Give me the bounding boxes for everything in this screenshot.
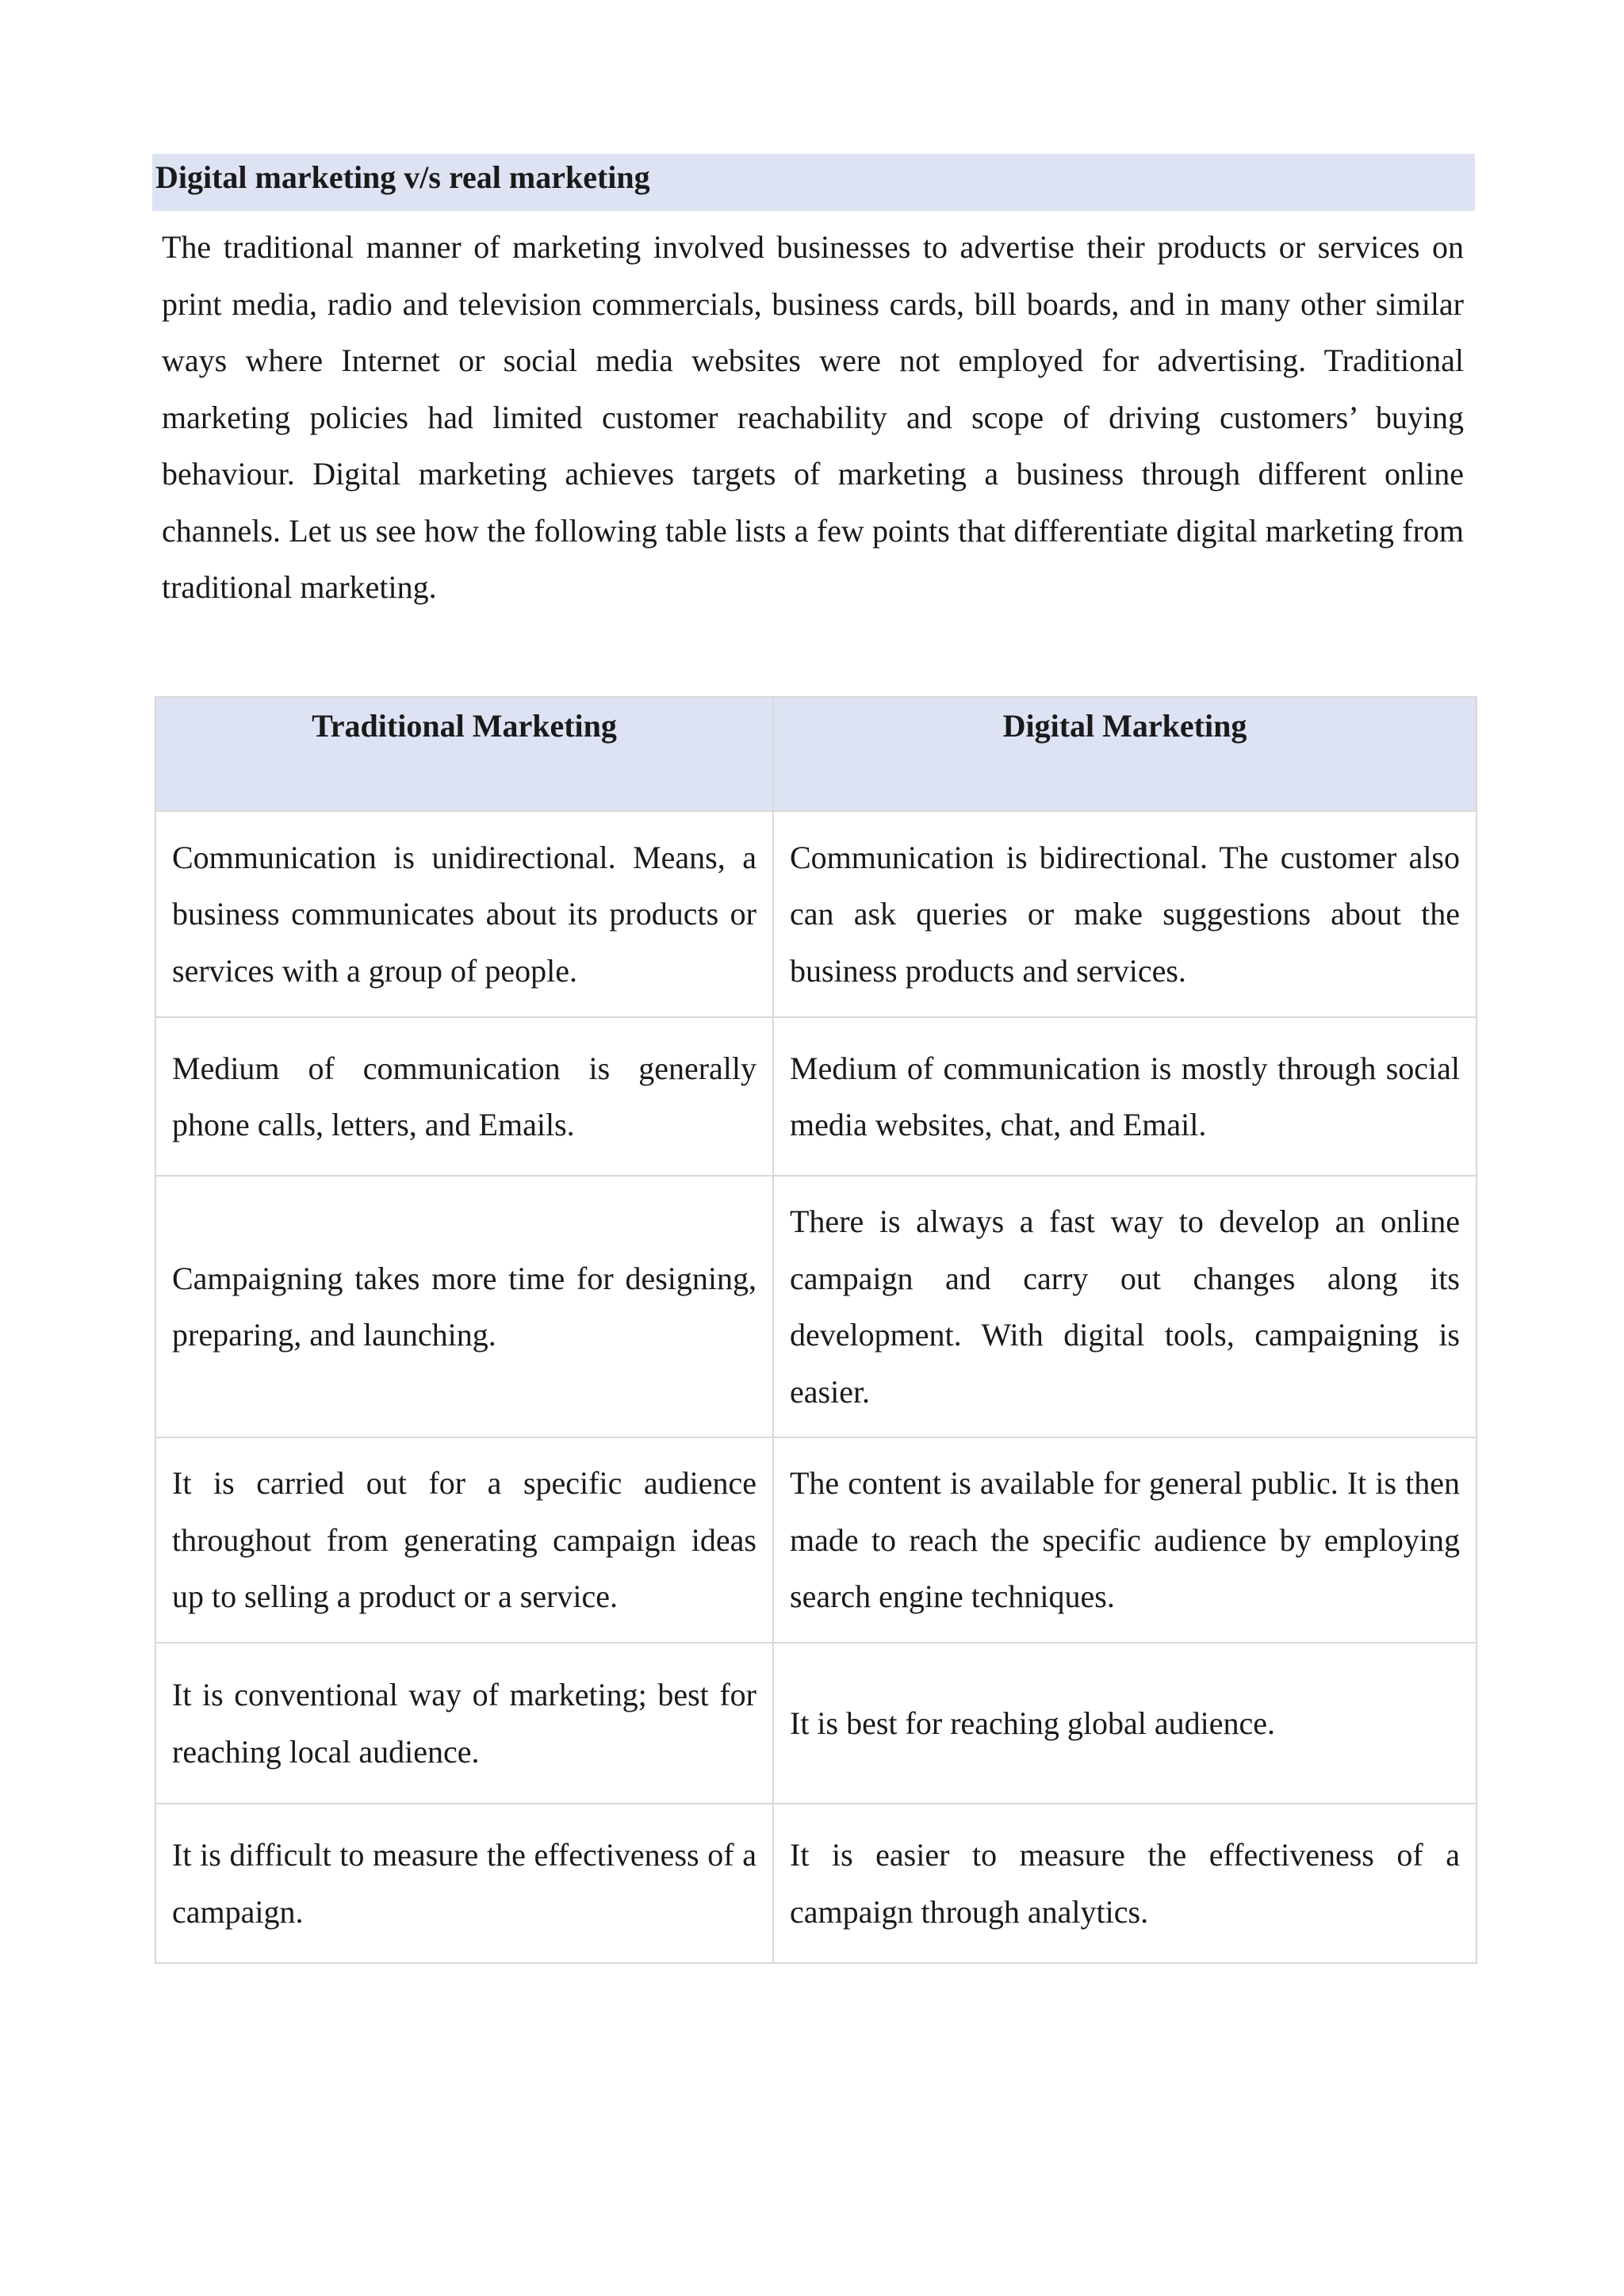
cell-traditional: Communication is unidirectional. Means, a business communicates about its products or services with a group of people. — [155, 811, 773, 1017]
cell-digital: There is always a fast way to develop an online campaign and carry out changes along its development. With digital tools, campaigning is easier. — [773, 1176, 1477, 1437]
section-heading-bar — [152, 154, 1475, 211]
table-row — [155, 1804, 1477, 1963]
table-row — [155, 1017, 1477, 1176]
header-digital-marketing: Digital Marketing — [773, 697, 1477, 811]
table-header-row — [155, 697, 1477, 811]
header-traditional-marketing: Traditional Marketing — [155, 697, 773, 811]
section-heading: Digital marketing v/s real marketing — [155, 159, 650, 195]
table-row — [155, 1643, 1477, 1804]
comparison-table — [155, 696, 1477, 1964]
table-row — [155, 1437, 1477, 1643]
cell-traditional: Campaigning takes more time for designing, preparing, and launching. — [155, 1176, 773, 1437]
cell-traditional: It is difficult to measure the effectiveness of a campaign. — [155, 1804, 773, 1963]
table-row — [155, 811, 1477, 1017]
cell-digital: Communication is bidirectional. The customer also can ask queries or make suggestions about the business products and services. — [773, 811, 1477, 1017]
table-row — [155, 1176, 1477, 1437]
cell-digital: The content is available for general public. It is then made to reach the specific audience by employing search engine techniques. — [773, 1437, 1477, 1643]
intro-paragraph: The traditional manner of marketing involved businesses to advertise their products or services on print media, radio and television commercials, business cards, bill boards, and in many other similar ways where Internet or social media websites were not employed for advertising. Traditional marketing policies had limited customer reachability and scope of driving customers’ buying behaviour. Digital marketing achieves targets of marketing a business through different online channels. Let us see how the following table lists a few points that differentiate digital marketing from traditional marketing. — [162, 229, 1464, 605]
cell-digital: It is best for reaching global audience. — [773, 1643, 1477, 1804]
cell-traditional: It is conventional way of marketing; best for reaching local audience. — [155, 1643, 773, 1804]
cell-digital: Medium of communication is mostly through social media websites, chat, and Email. — [773, 1017, 1477, 1176]
cell-traditional: It is carried out for a specific audience throughout from generating campaign ideas up to selling a product or a service. — [155, 1437, 773, 1643]
cell-digital: It is easier to measure the effectiveness of a campaign through analytics. — [773, 1804, 1477, 1963]
cell-traditional: Medium of communication is generally phone calls, letters, and Emails. — [155, 1017, 773, 1176]
